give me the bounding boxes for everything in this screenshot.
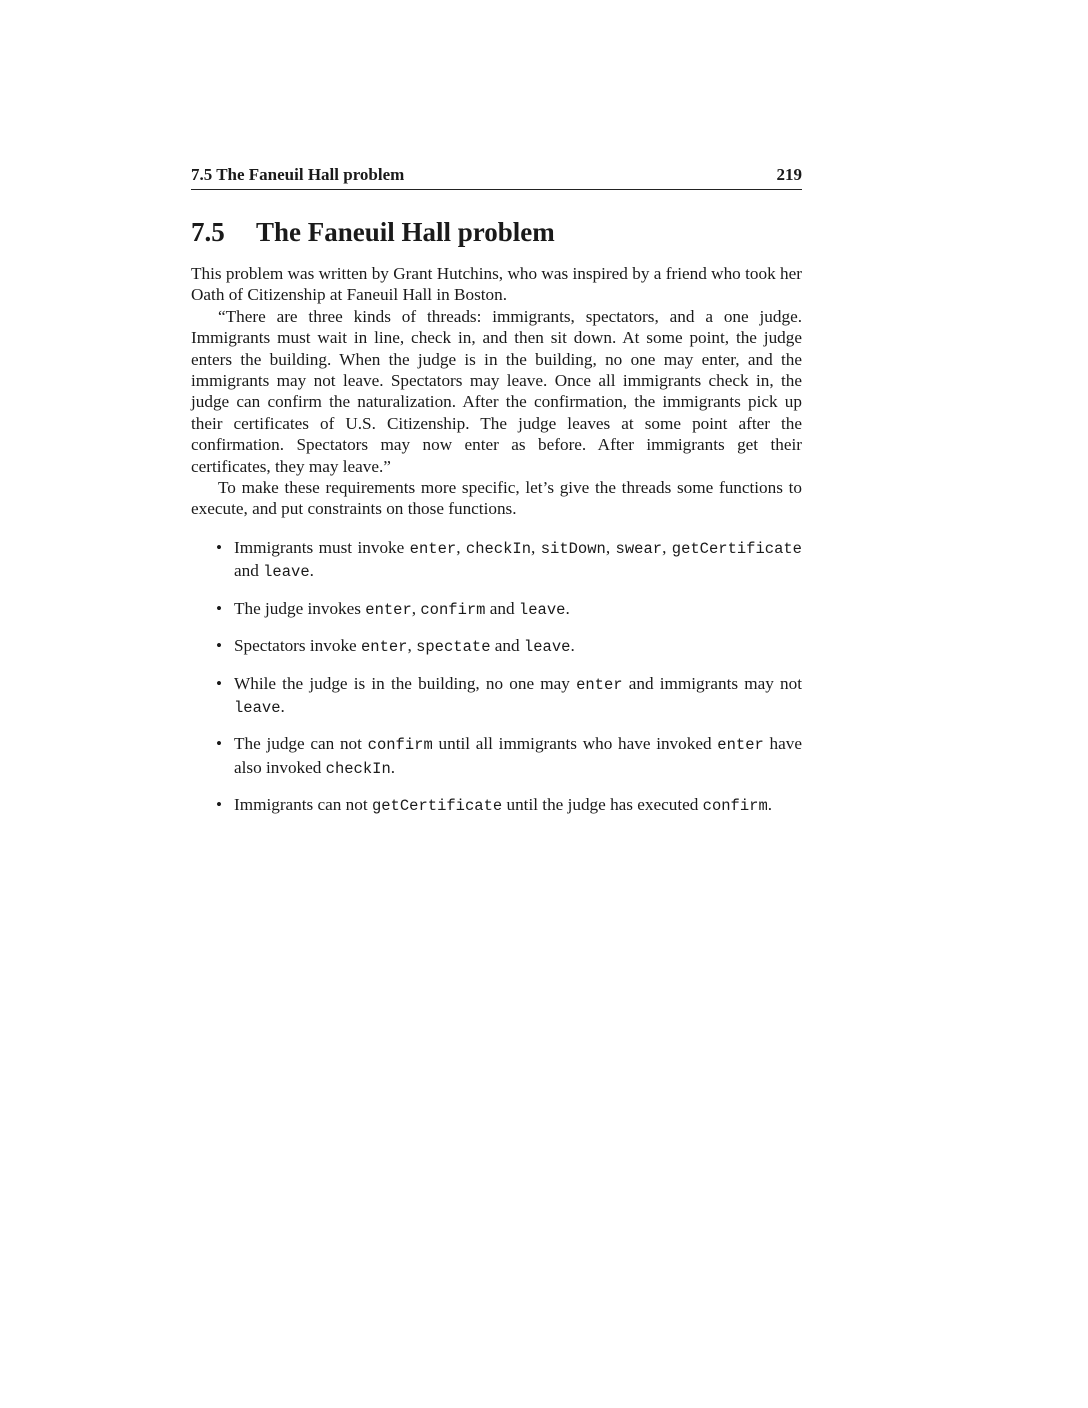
item-text: and (490, 636, 524, 656)
item-text: The judge can not (234, 734, 368, 754)
item-text: . (570, 636, 575, 656)
requirements-intro-paragraph: To make these requirements more specific, let’s give the threads some functions to execute, and put constraints on those functions. (191, 478, 802, 519)
list-item (191, 794, 802, 817)
code-enter: enter (409, 539, 457, 558)
code-sitdown: sitDown (540, 539, 606, 558)
list-item (191, 673, 802, 720)
bullet-icon: • (216, 598, 223, 618)
item-text: , (407, 636, 417, 656)
bullet-icon: • (216, 673, 223, 693)
code-enter: enter (360, 638, 408, 657)
code-confirm: confirm (702, 797, 768, 816)
bullet-icon: • (216, 537, 223, 557)
code-leave: leave (523, 638, 571, 657)
code-leave: leave (234, 698, 281, 717)
code-enter: enter (717, 736, 764, 755)
intro-paragraph: This problem was written by Grant Hutchins, who was inspired by a friend who took her Oath of Citizenship at Faneuil Hall in Boston. (191, 264, 802, 305)
item-text: . (309, 561, 314, 581)
item-text: . (565, 598, 570, 618)
code-confirm: confirm (367, 736, 433, 755)
item-text: Immigrants can not (234, 795, 372, 815)
bullet-icon: • (216, 734, 223, 754)
item-text: The judge invokes (234, 598, 366, 618)
section-number: 7.5 (191, 217, 225, 247)
item-text: . (390, 757, 396, 777)
item-text: While the judge is in the building, no one may (234, 673, 577, 693)
item-text: and immigrants may not (622, 673, 802, 693)
item-text: , (531, 537, 541, 557)
item-text: . (767, 795, 773, 815)
code-spectate: spectate (416, 638, 491, 657)
list-item (191, 635, 802, 658)
list-item (191, 537, 802, 584)
code-enter: enter (576, 675, 623, 694)
code-getcertificate: getCertificate (371, 797, 503, 816)
item-text: , (456, 537, 466, 557)
item-text: , (411, 598, 421, 618)
code-leave: leave (263, 563, 310, 582)
item-text: and (234, 561, 264, 581)
item-text: . (280, 696, 285, 716)
code-swear: swear (615, 539, 663, 558)
quote-paragraph: “There are three kinds of threads: immigrants, spectators, and a one judge. Immigrants must wait in line, check in, and then sit down. At some point, the judge enters the building. When the judge is in the building, no one may enter, and the immigrants may not leave. Spectators may leave. Once all immigrants check in, the judge can confirm the naturalization. After the confirmation, the immigrants pick up their certificates of U.S. Citizenship. The judge leaves at some point after the confirmation. Spectators may now enter as before. After immigrants get their certificates, they may leave.” (191, 306, 802, 476)
running-head-title: 7.5 The Faneuil Hall problem (191, 165, 405, 184)
code-confirm: confirm (420, 600, 486, 619)
book-page (191, 164, 802, 832)
code-checkin: checkIn (465, 539, 532, 558)
item-text: , (662, 537, 672, 557)
bullet-icon: • (216, 636, 223, 656)
item-text: , (605, 537, 616, 557)
page-number: 219 (776, 165, 802, 184)
item-text: and (485, 598, 519, 618)
requirements-list (191, 537, 802, 818)
section-title: The Faneuil Hall problem (256, 217, 555, 247)
list-item (191, 733, 802, 780)
section-heading (191, 214, 802, 250)
item-text: Spectators invoke (234, 636, 361, 656)
code-leave: leave (518, 600, 566, 619)
code-getcertificate: getCertificate (671, 539, 802, 558)
running-header (191, 164, 802, 190)
bullet-icon: • (216, 795, 223, 815)
item-text: until the judge has executed (502, 795, 703, 815)
item-text: have also invoked (234, 734, 802, 777)
code-enter: enter (365, 600, 412, 619)
item-text: until all immigrants who have invoked (432, 734, 718, 754)
list-item (191, 598, 802, 621)
section-body (191, 263, 802, 520)
item-text: Immigrants must invoke (234, 537, 410, 557)
code-checkin: checkIn (325, 759, 391, 778)
